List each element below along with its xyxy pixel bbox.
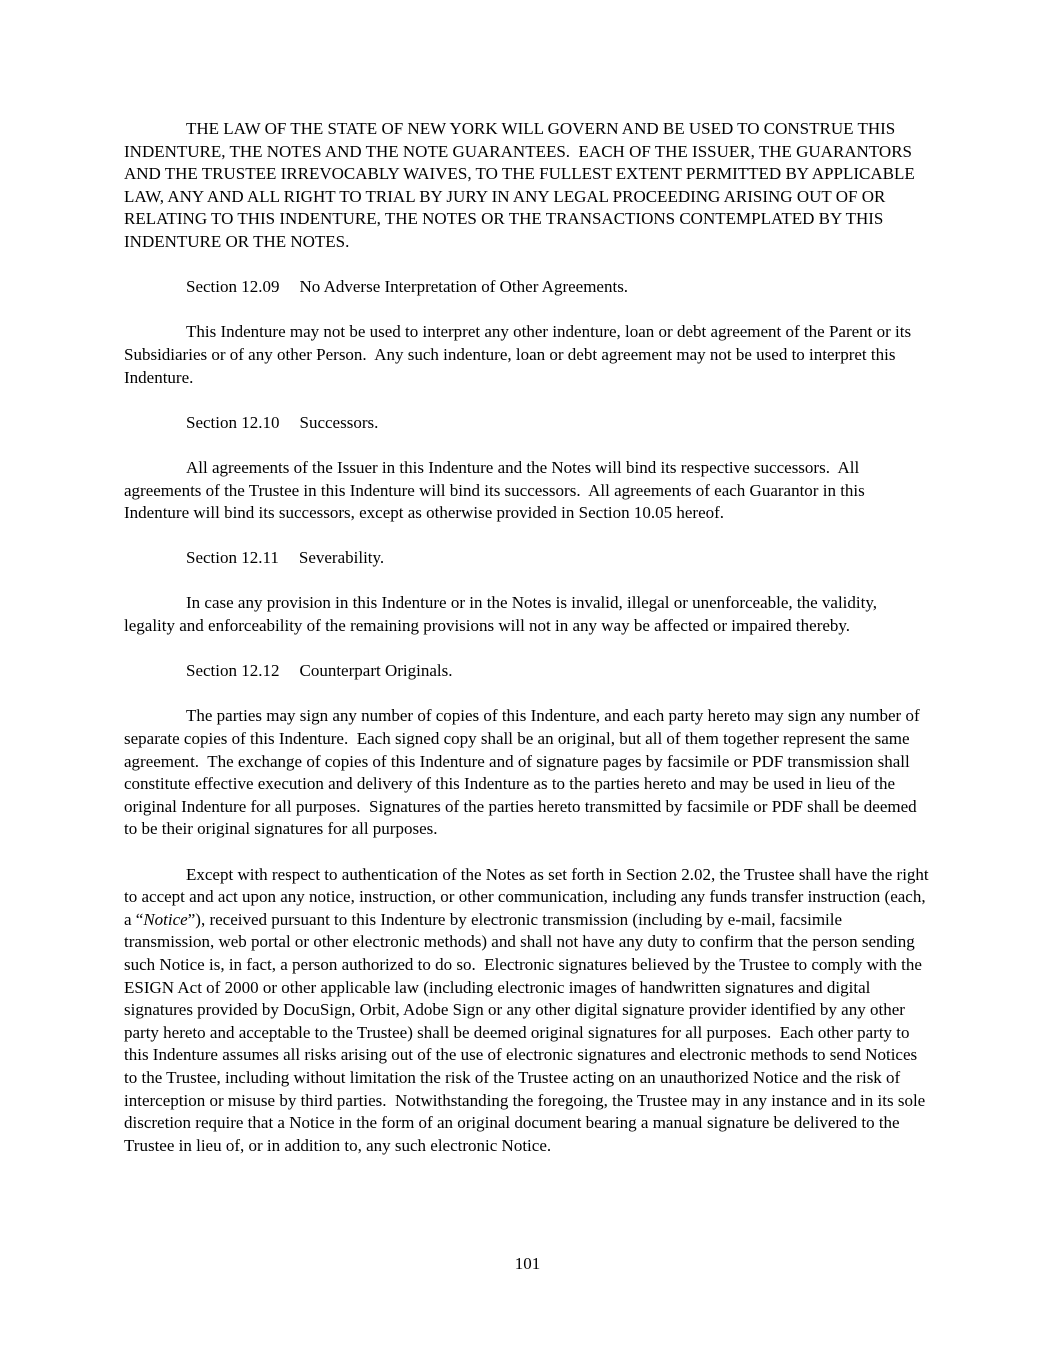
section-title: Severability. xyxy=(298,548,385,568)
paragraph-section-12-11: In case any provision in this Indenture or in the Notes is invalid, illegal or unenforceable, the validity, legality and enforceability of the remaining provisions will not in any way be affected or impaired thereby. xyxy=(124,593,882,636)
paragraph-section-12-12: The parties may sign any number of copies of this Indenture, and each party hereto may sign any number of separate copies of this Indenture. Each signed copy shall be an original, but all of them together represent the same agreement. The exchange of copies of this Indenture and of signature pages by facsimile or PDF transmission shall constitute effective execution and delivery of this Indenture as to the parties hereto and may be used in lieu of the original Indenture for all purposes. Signatures of the parties hereto transmitted by facsimile or PDF shall be deemed to be their original signatures for all purposes. xyxy=(124,706,924,839)
section-label: Section 12.10 xyxy=(186,412,280,432)
section-title: Successors. xyxy=(299,412,379,432)
notice-paragraph-before: Except with respect to authentication of the Notes as set forth in Section 2.02, the Trustee shall have the right to accept and act upon any notice, instruction, or other communication, including any funds transfer instruction (each, a “ xyxy=(124,864,933,929)
section-title: Counterpart Originals. xyxy=(299,661,453,681)
section-label: Section 12.11 xyxy=(186,548,279,568)
section-title: No Adverse Interpretation of Other Agreements. xyxy=(299,277,629,297)
section-heading-12-10 xyxy=(124,412,932,435)
notice-term-italic: Notice xyxy=(143,909,188,929)
paragraph-section-12-09: This Indenture may not be used to interpret any other indenture, loan or debt agreement of the Parent or its Subsidiaries or of any other Person. Any such indenture, loan or debt agreement may not be used to interpret this Indenture. xyxy=(124,322,916,387)
paragraph-governing-law: THE LAW OF THE STATE OF NEW YORK WILL GOVERN AND BE USED TO CONSTRUE THIS INDENTURE, THE NOTES AND THE NOTE GUARANTEES. EACH OF THE ISSUER, THE GUARANTORS AND THE TRUSTEE IRREVOCABLY WAIVES, TO THE FULLEST EXTENT PERMITTED BY APPLICABLE LAW, ANY AND ALL RIGHT TO TRIAL BY JURY IN ANY LEGAL PROCEEDING ARISING OUT OF OR RELATING TO THIS INDENTURE, THE NOTES OR THE TRANSACTIONS CONTEMPLATED BY THIS INDENTURE OR THE NOTES. xyxy=(124,119,919,251)
section-label: Section 12.09 xyxy=(186,277,280,297)
notice-paragraph-after: ”), received pursuant to this Indenture by electronic transmission (including by e-mail, facsimile transmission, web portal or other electronic methods) and shall not have any duty to confirm that the person sending such Notice is, in fact, a person authorized to do so. Electronic signatures believed by the Trustee to comply with the ESIGN Act of 2000 or other applicable law (including electronic images of handwritten signatures and digital signatures provided by DocuSign, Orbit, Adobe Sign or any other digital signature provider identified by any other party hereto and acceptable to the Trustee) shall be deemed original signatures for all purposes. Each other party to this Indenture assumes all risks arising out of the use of electronic signatures and electronic methods to send Notices to the Trustee, including without limitation the risk of the Trustee acting on an unauthorized Notice and the risk of interception or misuse by third parties. Notwithstanding the foregoing, the Trustee may in any instance and in its sole discretion require that a Notice in the form of an original document bearing a manual signature be delivered to the Trustee in lieu of, or in addition to, any such electronic Notice. xyxy=(124,909,930,1155)
paragraph-electronic-notices xyxy=(124,864,932,1158)
paragraph-section-12-10: All agreements of the Issuer in this Indenture and the Notes will bind its respective successors. All agreements of the Trustee in this Indenture will bind its successors. All agreements of each Guarantor in this Indenture will bind its successors, except as otherwise provided in Section 10.05 hereof. xyxy=(124,457,870,523)
section-heading-12-11 xyxy=(124,547,932,570)
section-heading-12-09 xyxy=(124,276,932,299)
page-number: 101 xyxy=(514,1254,541,1273)
section-heading-12-12 xyxy=(124,660,932,683)
document-body xyxy=(124,118,932,1180)
section-label: Section 12.12 xyxy=(186,661,280,681)
